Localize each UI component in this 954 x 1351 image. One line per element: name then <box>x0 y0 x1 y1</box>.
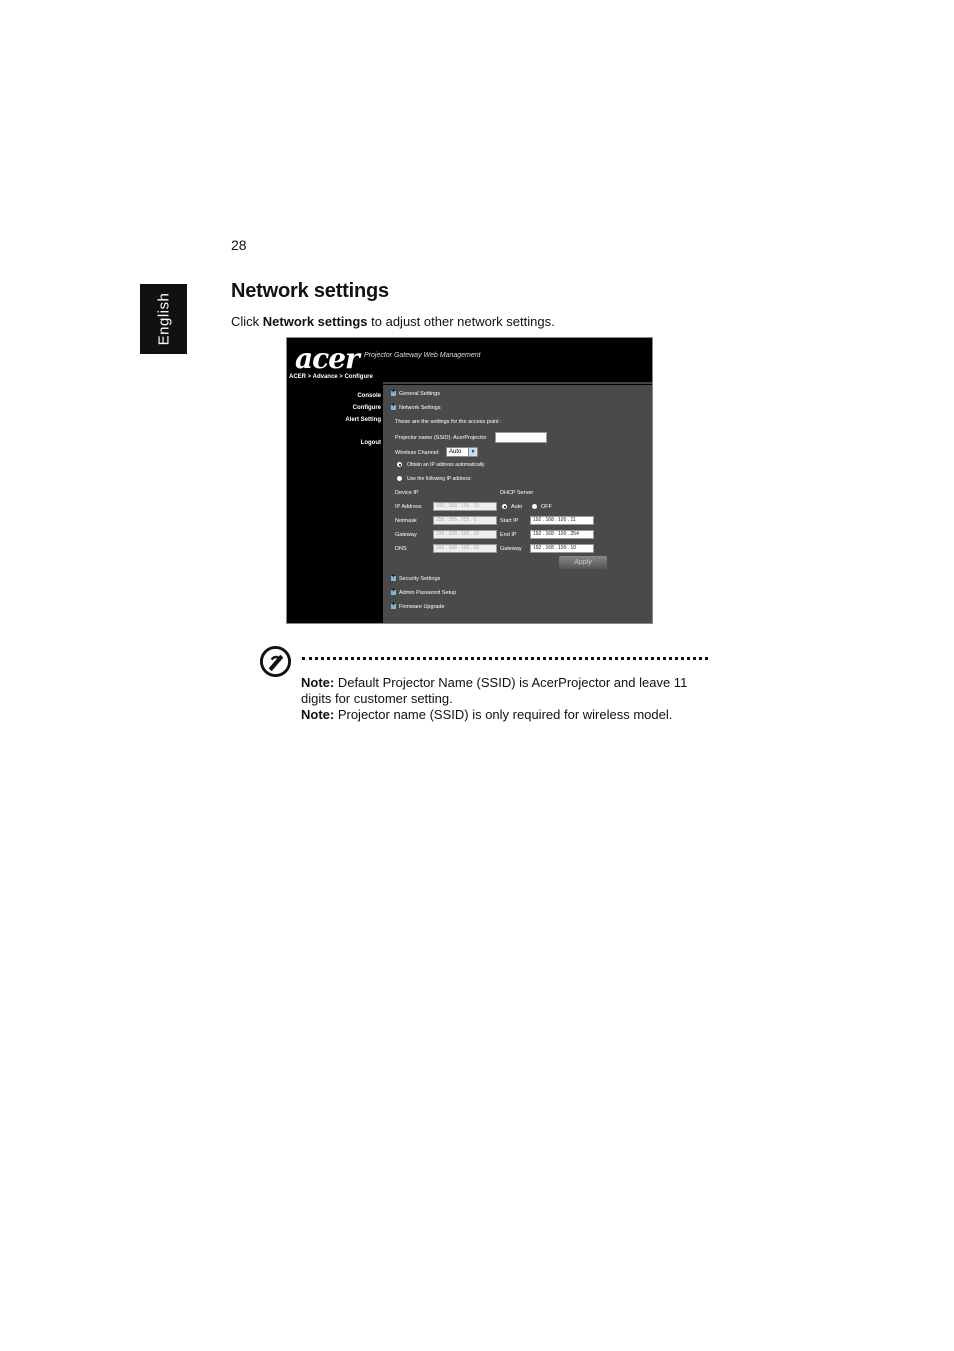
start-ip-label: Start IP <box>500 518 519 524</box>
intro-suffix: to adjust other network settings. <box>367 314 555 329</box>
radio-static-ip-label: Use the following IP address: <box>407 476 472 482</box>
dhcp-auto-radio[interactable] <box>502 504 507 509</box>
page-number: 28 <box>231 237 247 253</box>
note-line-3 <box>301 707 672 722</box>
wireless-channel-select[interactable] <box>446 447 478 457</box>
screenshot-header <box>287 338 652 385</box>
screenshot-main <box>383 385 653 624</box>
note-text: Default Projector Name (SSID) is AcerProjector and leave 11 <box>334 675 688 690</box>
intro-bold: Network settings <box>262 314 368 329</box>
note-line-1 <box>301 675 687 690</box>
wireless-channel-value: Auto <box>449 449 462 455</box>
dhcp-auto-label: Auto <box>511 504 523 510</box>
sidebar-item-console[interactable]: Console <box>357 393 381 399</box>
language-tab <box>140 284 187 354</box>
intro-prefix: Click <box>231 314 263 329</box>
ip-address-input[interactable]: 192 . 168 . 100 . 10 <box>433 502 497 511</box>
sidebar-item-configure[interactable]: Configure <box>352 405 381 411</box>
section-security-settings[interactable]: Security Settings <box>399 576 441 582</box>
sidebar-item-logout[interactable]: Logout <box>360 440 381 446</box>
netmask-label: Netmask <box>395 518 417 524</box>
ip-address-label: IP Address <box>395 504 422 510</box>
note-text: digits for customer setting. <box>301 691 453 706</box>
expand-icon[interactable] <box>391 576 396 581</box>
acer-logo: acer <box>295 342 359 375</box>
gateway-input[interactable]: 192 . 168 . 100 . 10 <box>433 530 497 539</box>
start-ip-input[interactable]: 192 . 168 . 100 . 11 <box>530 516 594 525</box>
network-settings-screenshot <box>286 337 653 624</box>
note-text: Projector name (SSID) is only required for wireless model. <box>334 707 673 722</box>
header-strip <box>383 382 653 384</box>
dns-label: DNS <box>395 546 407 552</box>
dhcp-gateway-label: Gateway <box>500 546 522 552</box>
chevron-down-icon: ▼ <box>468 448 477 456</box>
note-icon <box>259 645 292 678</box>
dhcp-gateway-input[interactable]: 192 . 168 . 100 . 10 <box>530 544 594 553</box>
radio-auto-ip[interactable] <box>397 462 402 467</box>
apply-button[interactable]: Apply <box>559 556 607 569</box>
note-label: Note: <box>301 707 335 722</box>
ssid-label: Projector name (SSID): AcerProjector <box>395 435 487 441</box>
tagline: Projector Gateway Web Management <box>364 352 481 359</box>
section-firmware-upgrade[interactable]: Firmware Upgrade <box>399 604 445 610</box>
end-ip-label: End IP <box>500 532 517 538</box>
expand-icon[interactable] <box>391 590 396 595</box>
dhcp-off-label: OFF <box>541 504 552 510</box>
sidebar-item-alert-setting[interactable]: Alert Setting <box>345 417 381 423</box>
dhcp-off-radio[interactable] <box>532 504 537 509</box>
section-general-settings[interactable]: General Settings <box>399 391 440 397</box>
dns-input[interactable]: 192 . 168 . 100 . 10 <box>433 544 497 553</box>
expand-icon[interactable] <box>391 405 396 410</box>
expand-icon[interactable] <box>391 391 396 396</box>
section-network-settings[interactable]: Network Settings <box>399 405 441 411</box>
gateway-label: Gateway <box>395 532 417 538</box>
end-ip-input[interactable]: 192 . 168 . 100 . 254 <box>530 530 594 539</box>
wireless-channel-label: Wireless Channel: <box>395 450 440 456</box>
section-heading: Network settings <box>231 280 389 302</box>
language-tab-label: English <box>155 292 172 346</box>
expand-icon[interactable] <box>391 604 396 609</box>
note-label: Note: <box>301 675 335 690</box>
ssid-input[interactable] <box>495 432 547 443</box>
screenshot-sidebar <box>287 385 383 624</box>
breadcrumb: ACER > Advance > Configure <box>289 374 373 380</box>
note-divider <box>302 657 708 660</box>
device-ip-header: Device IP <box>395 490 419 496</box>
radio-auto-ip-label: Obtain an IP address automatically <box>407 462 485 468</box>
note-line-2 <box>301 691 453 706</box>
radio-static-ip[interactable] <box>397 476 402 481</box>
access-point-text: These are the settings for the access point : <box>395 419 502 425</box>
intro-text <box>231 314 555 329</box>
netmask-input[interactable]: 255 . 255 . 255 . 0 <box>433 516 497 525</box>
dhcp-server-header: DHCP Server <box>500 490 534 496</box>
section-admin-password[interactable]: Admin Password Setup <box>399 590 457 596</box>
